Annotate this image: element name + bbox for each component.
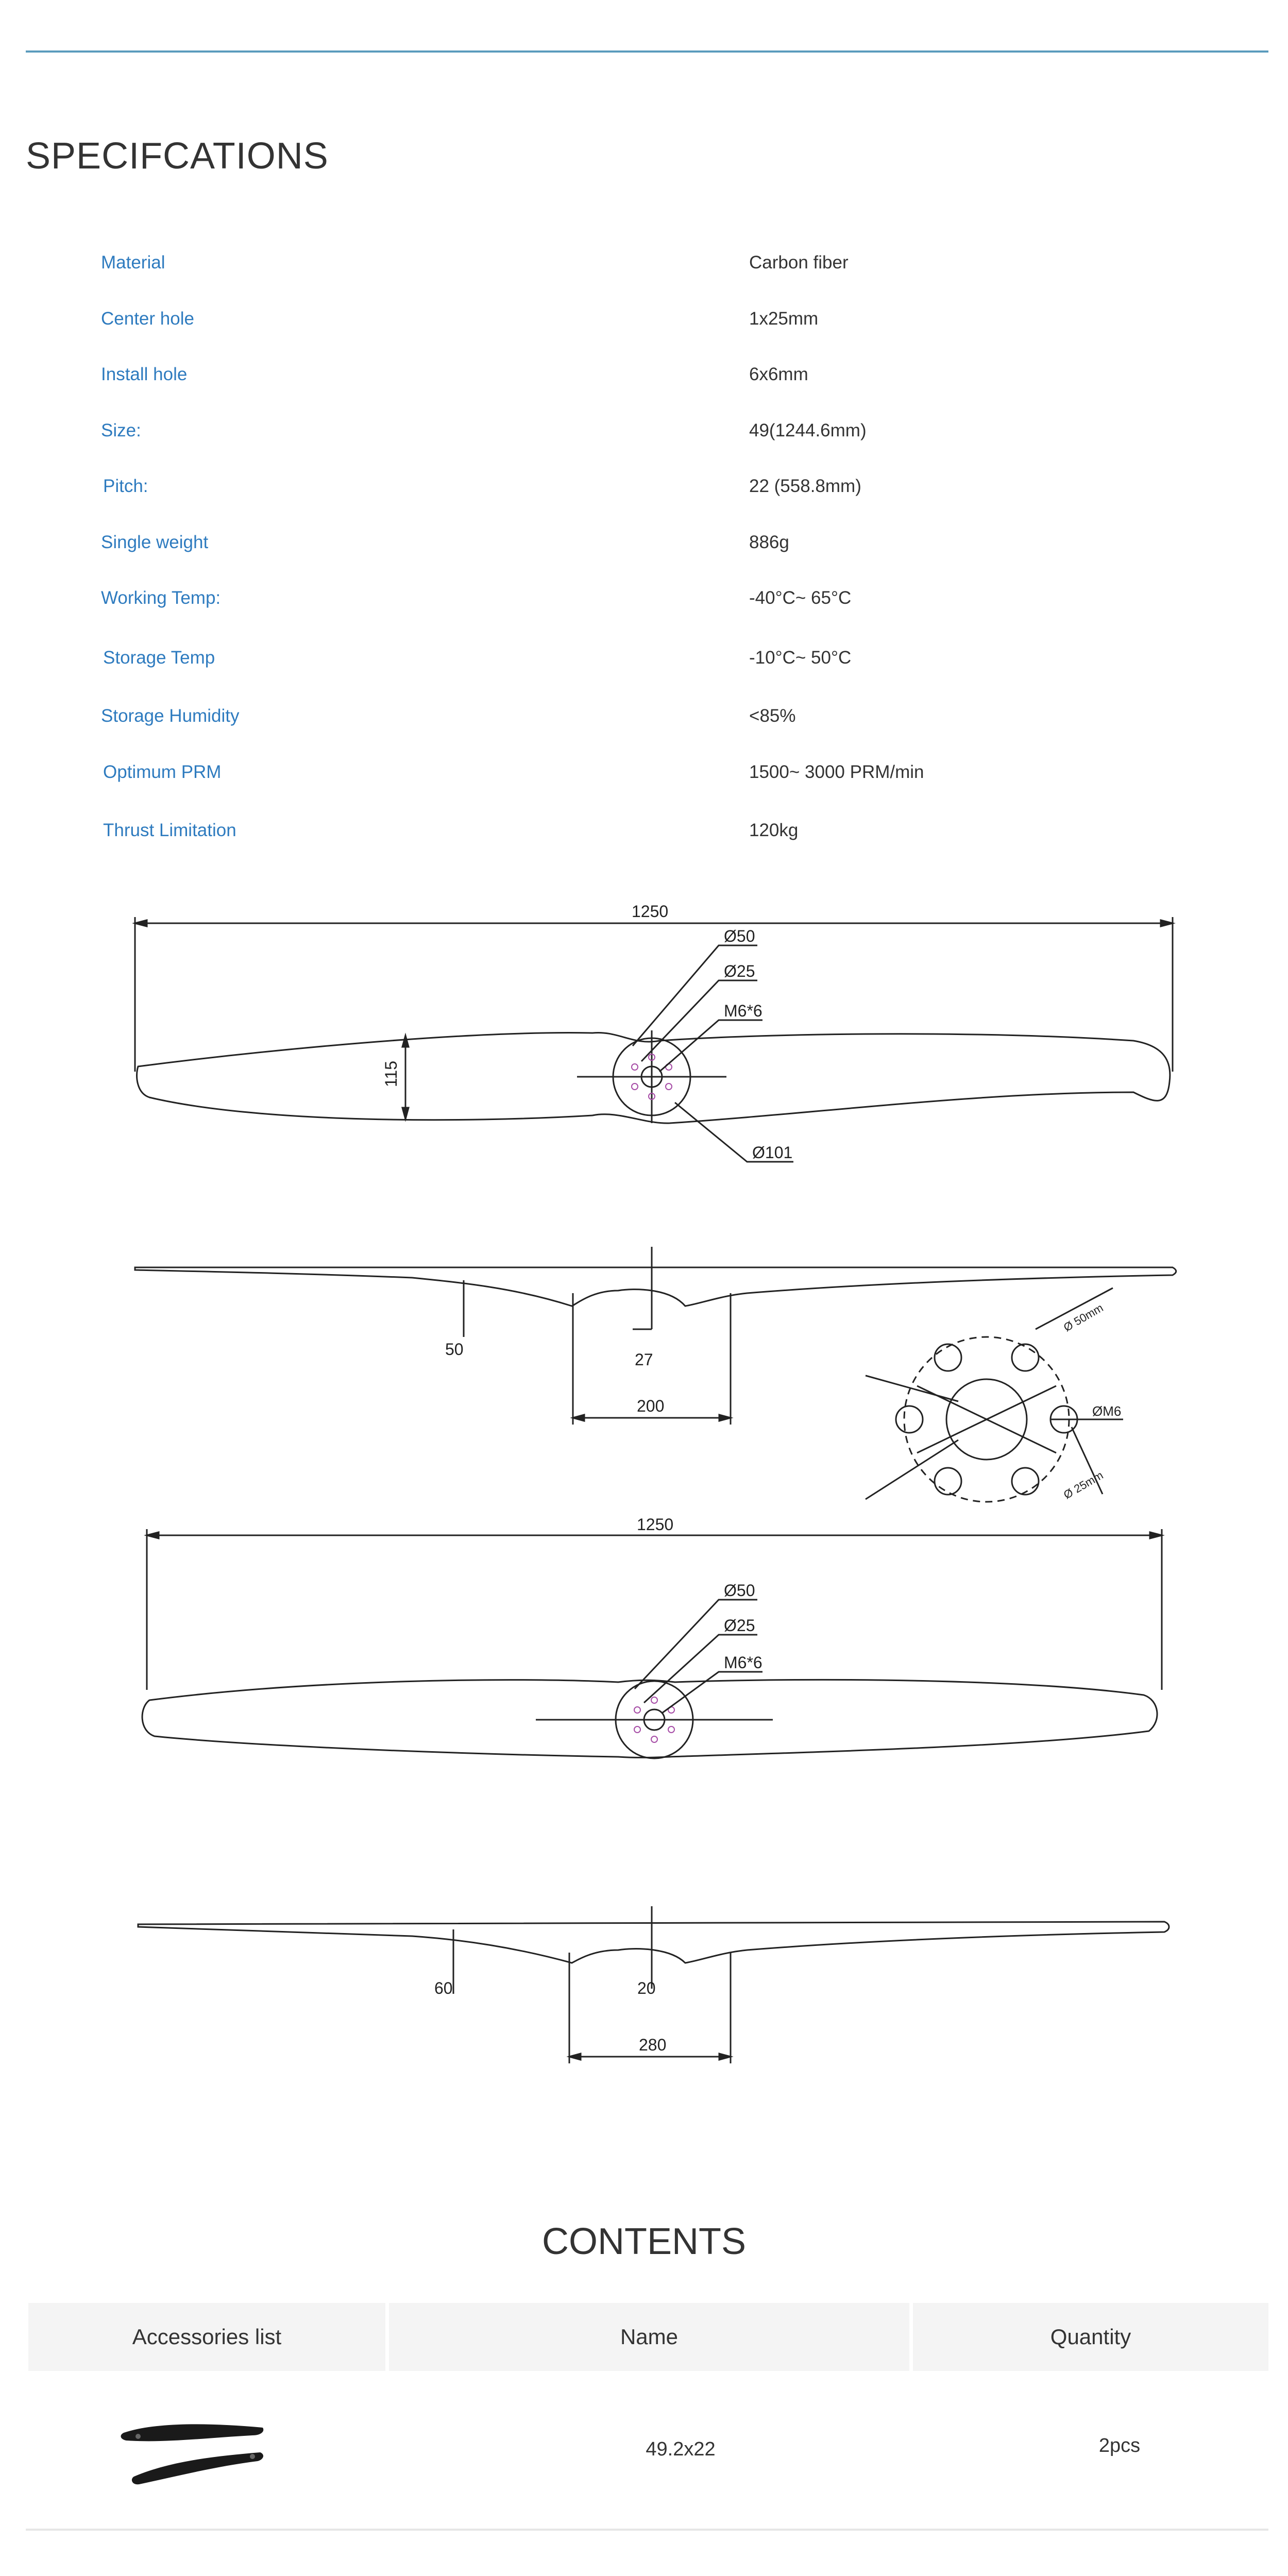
dim-hub: Ø101 (752, 1143, 793, 1162)
spec-row (0, 364, 1288, 395)
spec-value: -10°C~ 50°C (749, 648, 852, 668)
spec-row (0, 309, 1288, 340)
spec-value: -40°C~ 65°C (749, 588, 852, 608)
dim-holes: M6*6 (724, 1002, 762, 1020)
spec-value: <85% (749, 706, 796, 726)
spec-row (0, 648, 1288, 679)
table-row (26, 2371, 1268, 2531)
dim-bolt-circle: Ø 50mm (1061, 1301, 1106, 1334)
spec-value: 120kg (749, 820, 799, 840)
spec-row (0, 420, 1288, 451)
dim-d2-2: Ø25 (724, 1616, 755, 1635)
spec-value: 1500~ 3000 PRM/min (749, 762, 924, 782)
dim-d2: Ø25 (724, 962, 755, 980)
dim-hole: ØM6 (1092, 1403, 1122, 1419)
top-divider (26, 50, 1268, 53)
spec-label: Optimum PRM (103, 762, 222, 782)
spec-row (0, 820, 1288, 851)
dim-side-c: 200 (637, 1397, 665, 1415)
header-quantity: Quantity (913, 2303, 1268, 2371)
dim-side2-b: 20 (637, 1979, 656, 1997)
spec-label: Center hole (101, 309, 194, 329)
contents-title: CONTENTS (542, 2221, 746, 2262)
spec-value: 1x25mm (749, 309, 819, 329)
dim-side-a: 50 (445, 1340, 464, 1359)
spec-row (0, 588, 1288, 619)
header-accessories: Accessories list (28, 2303, 385, 2371)
dim-side2-a: 60 (434, 1979, 453, 1997)
spec-label: Pitch: (103, 476, 148, 496)
dim-width: 115 (382, 1060, 400, 1087)
spec-row (0, 532, 1288, 563)
spec-label: Working Temp: (101, 588, 221, 608)
item-name: 49.2x22 (646, 2438, 716, 2460)
dim-d1-2: Ø50 (724, 1581, 755, 1600)
header-name: Name (389, 2303, 909, 2371)
propeller-technical-drawing (0, 876, 1288, 2112)
table-row (26, 2531, 1268, 2576)
spec-label: Install hole (101, 364, 188, 384)
spec-label: Storage Humidity (101, 706, 240, 726)
dim-holes-2: M6*6 (724, 1653, 762, 1672)
spec-label: Storage Temp (103, 648, 215, 668)
spec-row (0, 762, 1288, 793)
spec-label: Single weight (101, 532, 209, 552)
item-quantity: 2pcs (1098, 2435, 1141, 2456)
specifications-title: SPECIFCATIONS (26, 135, 329, 177)
propeller-image (113, 2412, 268, 2489)
dim-side-b: 27 (635, 1350, 653, 1369)
dim-side2-c: 280 (639, 2036, 667, 2054)
spec-row (0, 476, 1288, 507)
spec-value: 49(1244.6mm) (749, 420, 867, 440)
spec-value: 886g (749, 532, 789, 552)
spec-value: 22 (558.8mm) (749, 476, 861, 496)
spec-label: Size: (101, 420, 141, 440)
dim-length-2: 1250 (637, 1515, 674, 1534)
spec-row (0, 706, 1288, 737)
spec-value: Carbon fiber (749, 252, 849, 273)
spec-label: Material (101, 252, 165, 273)
spec-value: 6x6mm (749, 364, 808, 384)
spec-label: Thrust Limitation (103, 820, 236, 840)
spec-row (0, 252, 1288, 283)
dim-center: Ø 25mm (1061, 1468, 1106, 1502)
dim-length: 1250 (632, 902, 669, 921)
dim-d1: Ø50 (724, 927, 755, 945)
